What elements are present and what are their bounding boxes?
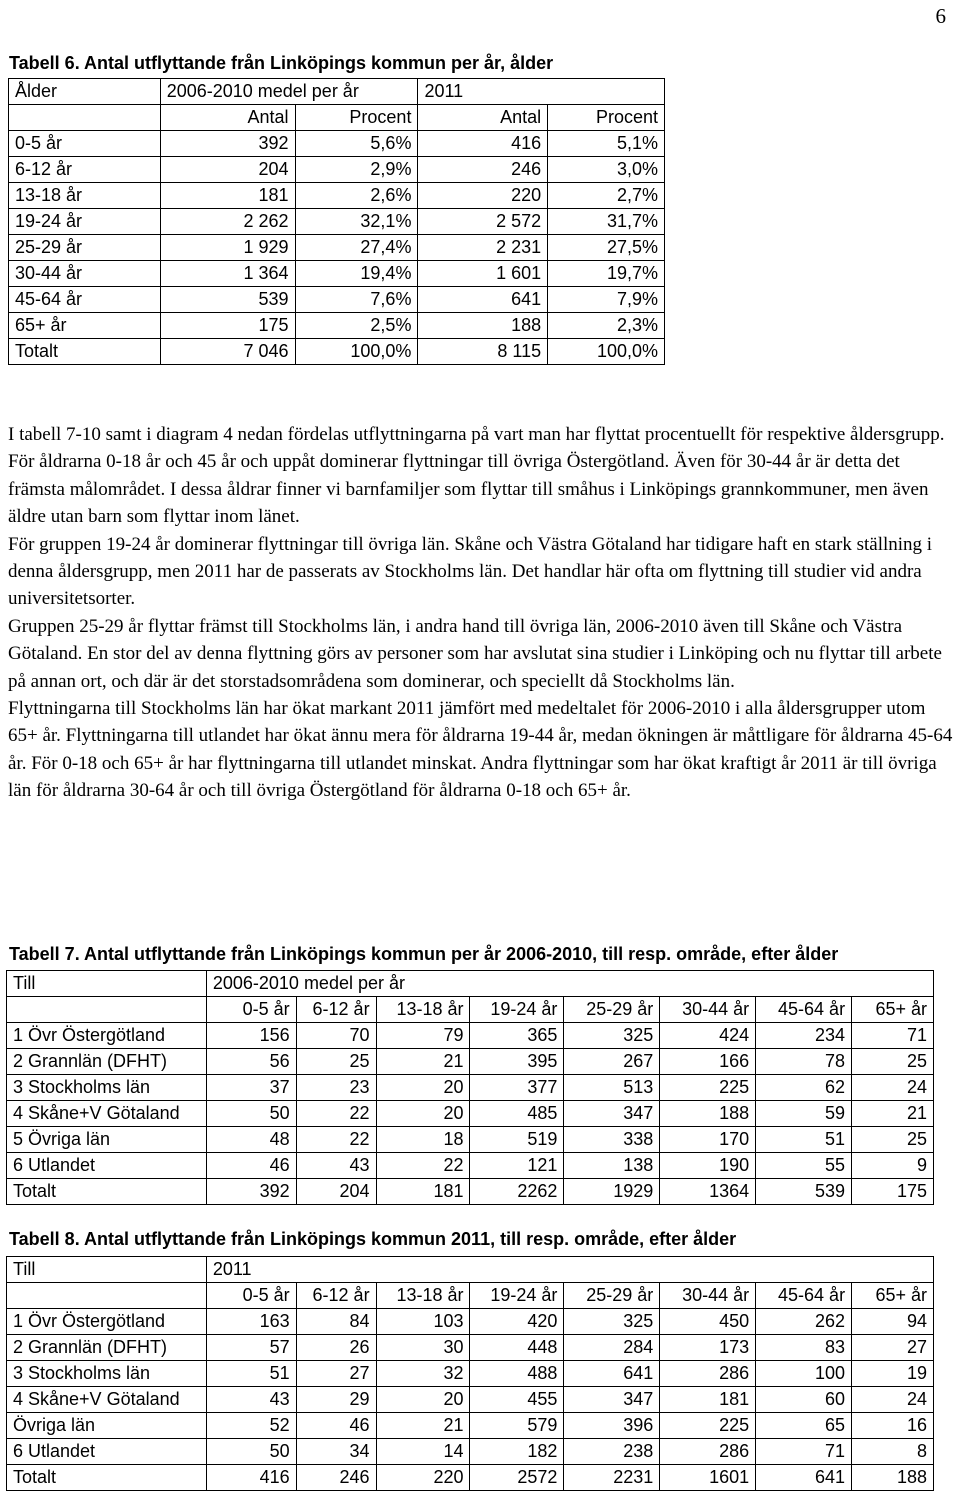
table-cell: 8 115: [418, 339, 548, 365]
table-cell: 27: [296, 1361, 376, 1387]
table-cell: 48: [206, 1127, 296, 1153]
body-paragraph: I tabell 7-10 samt i diagram 4 nedan fördelas utflyttningarna på vart man har flyttat procentuellt för respektive åldersgrupp.: [8, 424, 945, 445]
table-cell: 62: [756, 1075, 852, 1101]
table8-caption: Tabell 8. Antal utflyttande från Linköpings kommun 2011, till resp. område, efter ålder: [9, 1229, 737, 1249]
column-header: Ålder: [9, 79, 161, 105]
row-label: 2 Grannlän (DFHT): [7, 1049, 207, 1075]
row-label: 13-18 år: [9, 183, 161, 209]
table-cell: 22: [296, 1127, 376, 1153]
table-row: [7, 1465, 934, 1491]
table-row: [9, 131, 665, 157]
table-row: [7, 1387, 934, 1413]
table-cell: 34: [296, 1439, 376, 1465]
column-header: 6-12 år: [296, 1283, 376, 1309]
table-row: [9, 209, 665, 235]
column-header: 13-18 år: [376, 997, 470, 1023]
row-label: Totalt: [9, 339, 161, 365]
table-cell: 166: [660, 1049, 756, 1075]
table-cell: 9: [852, 1153, 934, 1179]
table-row: [9, 235, 665, 261]
table-cell: 100: [756, 1361, 852, 1387]
table-cell: 1364: [660, 1179, 756, 1205]
table-cell: 100,0%: [295, 339, 418, 365]
page-number: 6: [935, 4, 946, 28]
body-paragraph: För åldrarna 0-18 år och 45 år och uppåt dominerar flyttningar till övriga Östergötland. Även för 30-44 år är detta det främsta målområdet. I dessa åldrar finner vi barnfamiljer som flyttar till småhus i Linköpings grannkommuner, men även äldre utan barn som flyttar inom länet.: [8, 451, 929, 528]
table7-caption: Tabell 7. Antal utflyttande från Linköpings kommun per år 2006-2010, till resp. område, efter ålder: [9, 944, 839, 964]
row-label: 6 Utlandet: [7, 1153, 207, 1179]
table-cell: 138: [564, 1153, 660, 1179]
table-cell: 539: [160, 287, 295, 313]
column-header: Procent: [295, 105, 418, 131]
table-cell: 43: [206, 1387, 296, 1413]
table-cell: 1 364: [160, 261, 295, 287]
column-header: 19-24 år: [470, 1283, 564, 1309]
table-cell: 78: [756, 1049, 852, 1075]
empty-cell: [7, 1283, 207, 1309]
table-cell: 2572: [470, 1465, 564, 1491]
row-label: 2 Grannlän (DFHT): [7, 1335, 207, 1361]
column-header: 65+ år: [852, 997, 934, 1023]
table-cell: 416: [206, 1465, 296, 1491]
table-cell: 70: [296, 1023, 376, 1049]
table-cell: 22: [296, 1101, 376, 1127]
table-cell: 121: [470, 1153, 564, 1179]
table-header-row: [7, 971, 934, 997]
table-cell: 1 601: [418, 261, 548, 287]
table-cell: 20: [376, 1075, 470, 1101]
table-row: [9, 261, 665, 287]
row-label: 5 Övriga län: [7, 1127, 207, 1153]
table-cell: 79: [376, 1023, 470, 1049]
row-label: 45-64 år: [9, 287, 161, 313]
table-cell: 220: [376, 1465, 470, 1491]
table-cell: 641: [756, 1465, 852, 1491]
table-cell: 21: [852, 1101, 934, 1127]
table-cell: 347: [564, 1101, 660, 1127]
row-label: 3 Stockholms län: [7, 1075, 207, 1101]
row-label: 3 Stockholms län: [7, 1361, 207, 1387]
table6-caption: Tabell 6. Antal utflyttande från Linköpings kommun per år, ålder: [9, 53, 554, 73]
table-cell: 188: [852, 1465, 934, 1491]
table-cell: 396: [564, 1413, 660, 1439]
table-cell: 2,5%: [295, 313, 418, 339]
table-cell: 455: [470, 1387, 564, 1413]
table-cell: 24: [852, 1387, 934, 1413]
table-cell: 182: [470, 1439, 564, 1465]
table-row: [7, 1335, 934, 1361]
table-row: [9, 339, 665, 365]
table-cell: 170: [660, 1127, 756, 1153]
column-header: Till: [7, 971, 207, 997]
table-cell: 32: [376, 1361, 470, 1387]
column-header: Procent: [548, 105, 665, 131]
table-cell: 448: [470, 1335, 564, 1361]
table-header-row: [9, 105, 665, 131]
row-label: 30-44 år: [9, 261, 161, 287]
table-cell: 30: [376, 1335, 470, 1361]
body-text: [8, 421, 954, 805]
column-header: 13-18 år: [376, 1283, 470, 1309]
table-cell: 365: [470, 1023, 564, 1049]
table-cell: 29: [296, 1387, 376, 1413]
table-cell: 8: [852, 1439, 934, 1465]
column-header: Till: [7, 1257, 207, 1283]
table-cell: 50: [206, 1439, 296, 1465]
table-cell: 2262: [470, 1179, 564, 1205]
table-cell: 163: [206, 1309, 296, 1335]
table-cell: 220: [418, 183, 548, 209]
table-cell: 19,7%: [548, 261, 665, 287]
table-cell: 2231: [564, 1465, 660, 1491]
table-cell: 5,1%: [548, 131, 665, 157]
table-cell: 181: [160, 183, 295, 209]
table-cell: 204: [296, 1179, 376, 1205]
table-cell: 420: [470, 1309, 564, 1335]
table-header-row: [7, 1257, 934, 1283]
table-cell: 2,9%: [295, 157, 418, 183]
table-cell: 338: [564, 1127, 660, 1153]
table-row: [7, 1179, 934, 1205]
table-cell: 2,3%: [548, 313, 665, 339]
table-cell: 25: [296, 1049, 376, 1075]
table-cell: 156: [206, 1023, 296, 1049]
table-cell: 1929: [564, 1179, 660, 1205]
table-cell: 56: [206, 1049, 296, 1075]
table-cell: 190: [660, 1153, 756, 1179]
table-cell: 16: [852, 1413, 934, 1439]
table-cell: 46: [296, 1413, 376, 1439]
table-row: [9, 287, 665, 313]
table-header-row: [7, 997, 934, 1023]
table8: [6, 1256, 934, 1491]
table-cell: 18: [376, 1127, 470, 1153]
column-header: 2011: [418, 79, 665, 105]
column-header: Antal: [418, 105, 548, 131]
column-header: 0-5 år: [206, 997, 296, 1023]
table-cell: 65: [756, 1413, 852, 1439]
table-cell: 7,6%: [295, 287, 418, 313]
table-cell: 23: [296, 1075, 376, 1101]
table-cell: 246: [418, 157, 548, 183]
table-cell: 286: [660, 1439, 756, 1465]
table-cell: 22: [376, 1153, 470, 1179]
table-cell: 2,7%: [548, 183, 665, 209]
table-header-row: [9, 79, 665, 105]
row-label: 19-24 år: [9, 209, 161, 235]
table-cell: 32,1%: [295, 209, 418, 235]
table-cell: 234: [756, 1023, 852, 1049]
table-row: [7, 1049, 934, 1075]
table-cell: 267: [564, 1049, 660, 1075]
row-label: 0-5 år: [9, 131, 161, 157]
empty-cell: [7, 997, 207, 1023]
table-cell: 7 046: [160, 339, 295, 365]
table-cell: 20: [376, 1101, 470, 1127]
table-cell: 181: [660, 1387, 756, 1413]
row-label: Totalt: [7, 1465, 207, 1491]
table-cell: 238: [564, 1439, 660, 1465]
column-header: 19-24 år: [470, 997, 564, 1023]
table-cell: 19: [852, 1361, 934, 1387]
table-cell: 57: [206, 1335, 296, 1361]
table6: [8, 78, 665, 365]
table-cell: 579: [470, 1413, 564, 1439]
table-cell: 83: [756, 1335, 852, 1361]
table-cell: 94: [852, 1309, 934, 1335]
table-cell: 27: [852, 1335, 934, 1361]
column-header: 2011: [206, 1257, 933, 1283]
table-cell: 7,9%: [548, 287, 665, 313]
table-cell: 27,5%: [548, 235, 665, 261]
table-row: [9, 157, 665, 183]
column-header: 65+ år: [852, 1283, 934, 1309]
body-paragraph: Flyttningarna till Stockholms län har ökat markant 2011 jämfört med medeltalet för 2006-2010 i alla åldersgrupper utom 65+ år. Flyttningarna till utlandet har ökat ännu mera för åldrarna 19-44 år, medan ökningen är måttligare för åldrarna 45-64 år. För 0-18 och 65+ år har flyttningarna till utlandet minskat. Andra flyttningar som har ökat kraftigt år 2011 är till övriga län för åldrarna 30-64 år och till övriga Östergötland för åldrarna 0-18 och 65+ år.: [8, 698, 953, 802]
table-cell: 325: [564, 1309, 660, 1335]
table-row: [7, 1413, 934, 1439]
table-cell: 19,4%: [295, 261, 418, 287]
table-row: [7, 1023, 934, 1049]
table-cell: 21: [376, 1049, 470, 1075]
table-cell: 3,0%: [548, 157, 665, 183]
table-cell: 450: [660, 1309, 756, 1335]
table-cell: 2 231: [418, 235, 548, 261]
table-cell: 52: [206, 1413, 296, 1439]
table-cell: 2 262: [160, 209, 295, 235]
table-cell: 188: [660, 1101, 756, 1127]
table-cell: 50: [206, 1101, 296, 1127]
table-cell: 71: [852, 1023, 934, 1049]
table-cell: 1601: [660, 1465, 756, 1491]
table-cell: 641: [418, 287, 548, 313]
table7: [6, 970, 934, 1205]
table-cell: 37: [206, 1075, 296, 1101]
table-cell: 173: [660, 1335, 756, 1361]
table-row: [7, 1075, 934, 1101]
table-row: [7, 1309, 934, 1335]
table-cell: 21: [376, 1413, 470, 1439]
table-row: [9, 183, 665, 209]
table-cell: 181: [376, 1179, 470, 1205]
table-cell: 84: [296, 1309, 376, 1335]
table-row: [7, 1153, 934, 1179]
body-paragraph: För gruppen 19-24 år dominerar flyttningar till övriga län. Skåne och Västra Götaland har tidigare haft en stark ställning i denna åldersgrupp, men 2011 har de passerats av Stockholms län. Det handlar här ofta om flyttning till studier vid andra universitetsorter.: [8, 533, 933, 610]
table-cell: 488: [470, 1361, 564, 1387]
table-cell: 377: [470, 1075, 564, 1101]
table-row: [9, 313, 665, 339]
body-paragraph: Gruppen 25-29 år flyttar främst till Stockholms län, i andra hand till övriga län, 2006-2010 även till Skåne och Västra Götaland. En stor del av denna flyttning görs av personer som har avslutat sina studier i Linköping och nu flyttar till arbete på annan ort, och där är det storstadsområdena som dominerar, och speciellt då Stockholms län.: [8, 615, 942, 692]
table-cell: 24: [852, 1075, 934, 1101]
table-cell: 325: [564, 1023, 660, 1049]
table-cell: 246: [296, 1465, 376, 1491]
table-cell: 225: [660, 1413, 756, 1439]
table-cell: 51: [206, 1361, 296, 1387]
column-header: 45-64 år: [756, 997, 852, 1023]
table-cell: 71: [756, 1439, 852, 1465]
table-cell: 513: [564, 1075, 660, 1101]
table-cell: 1 929: [160, 235, 295, 261]
table-cell: 14: [376, 1439, 470, 1465]
row-label: Övriga län: [7, 1413, 207, 1439]
table-cell: 31,7%: [548, 209, 665, 235]
table-cell: 51: [756, 1127, 852, 1153]
table-row: [7, 1439, 934, 1465]
table-row: [7, 1101, 934, 1127]
table-cell: 2 572: [418, 209, 548, 235]
table-cell: 204: [160, 157, 295, 183]
column-header: 2006-2010 medel per år: [206, 971, 933, 997]
table-cell: 43: [296, 1153, 376, 1179]
table-cell: 392: [206, 1179, 296, 1205]
table-row: [7, 1127, 934, 1153]
column-header: 6-12 år: [296, 997, 376, 1023]
table-header-row: [7, 1283, 934, 1309]
table-cell: 100,0%: [548, 339, 665, 365]
table-row: [7, 1361, 934, 1387]
table-cell: 416: [418, 131, 548, 157]
row-label: 65+ år: [9, 313, 161, 339]
table-cell: 46: [206, 1153, 296, 1179]
column-header: 30-44 år: [660, 997, 756, 1023]
table-cell: 55: [756, 1153, 852, 1179]
empty-cell: [9, 105, 161, 131]
table-cell: 175: [160, 313, 295, 339]
table-cell: 347: [564, 1387, 660, 1413]
column-header: 0-5 år: [206, 1283, 296, 1309]
table-cell: 395: [470, 1049, 564, 1075]
column-header: 45-64 år: [756, 1283, 852, 1309]
column-header: 25-29 år: [564, 1283, 660, 1309]
row-label: 6-12 år: [9, 157, 161, 183]
table-cell: 641: [564, 1361, 660, 1387]
table-cell: 225: [660, 1075, 756, 1101]
table-cell: 485: [470, 1101, 564, 1127]
row-label: 4 Skåne+V Götaland: [7, 1101, 207, 1127]
table-cell: 20: [376, 1387, 470, 1413]
row-label: 6 Utlandet: [7, 1439, 207, 1465]
column-header: Antal: [160, 105, 295, 131]
table-cell: 59: [756, 1101, 852, 1127]
row-label: 4 Skåne+V Götaland: [7, 1387, 207, 1413]
table-cell: 25: [852, 1049, 934, 1075]
table-cell: 286: [660, 1361, 756, 1387]
row-label: Totalt: [7, 1179, 207, 1205]
row-label: 25-29 år: [9, 235, 161, 261]
table-cell: 262: [756, 1309, 852, 1335]
table-cell: 25: [852, 1127, 934, 1153]
column-header: 30-44 år: [660, 1283, 756, 1309]
column-header: 2006-2010 medel per år: [160, 79, 418, 105]
table-cell: 392: [160, 131, 295, 157]
column-header: 25-29 år: [564, 997, 660, 1023]
table-cell: 519: [470, 1127, 564, 1153]
table-cell: 175: [852, 1179, 934, 1205]
table-cell: 539: [756, 1179, 852, 1205]
table-cell: 2,6%: [295, 183, 418, 209]
table-cell: 60: [756, 1387, 852, 1413]
row-label: 1 Övr Östergötland: [7, 1023, 207, 1049]
table-cell: 5,6%: [295, 131, 418, 157]
table-cell: 284: [564, 1335, 660, 1361]
row-label: 1 Övr Östergötland: [7, 1309, 207, 1335]
table-cell: 26: [296, 1335, 376, 1361]
table-cell: 27,4%: [295, 235, 418, 261]
table-cell: 424: [660, 1023, 756, 1049]
table-cell: 188: [418, 313, 548, 339]
table-cell: 103: [376, 1309, 470, 1335]
